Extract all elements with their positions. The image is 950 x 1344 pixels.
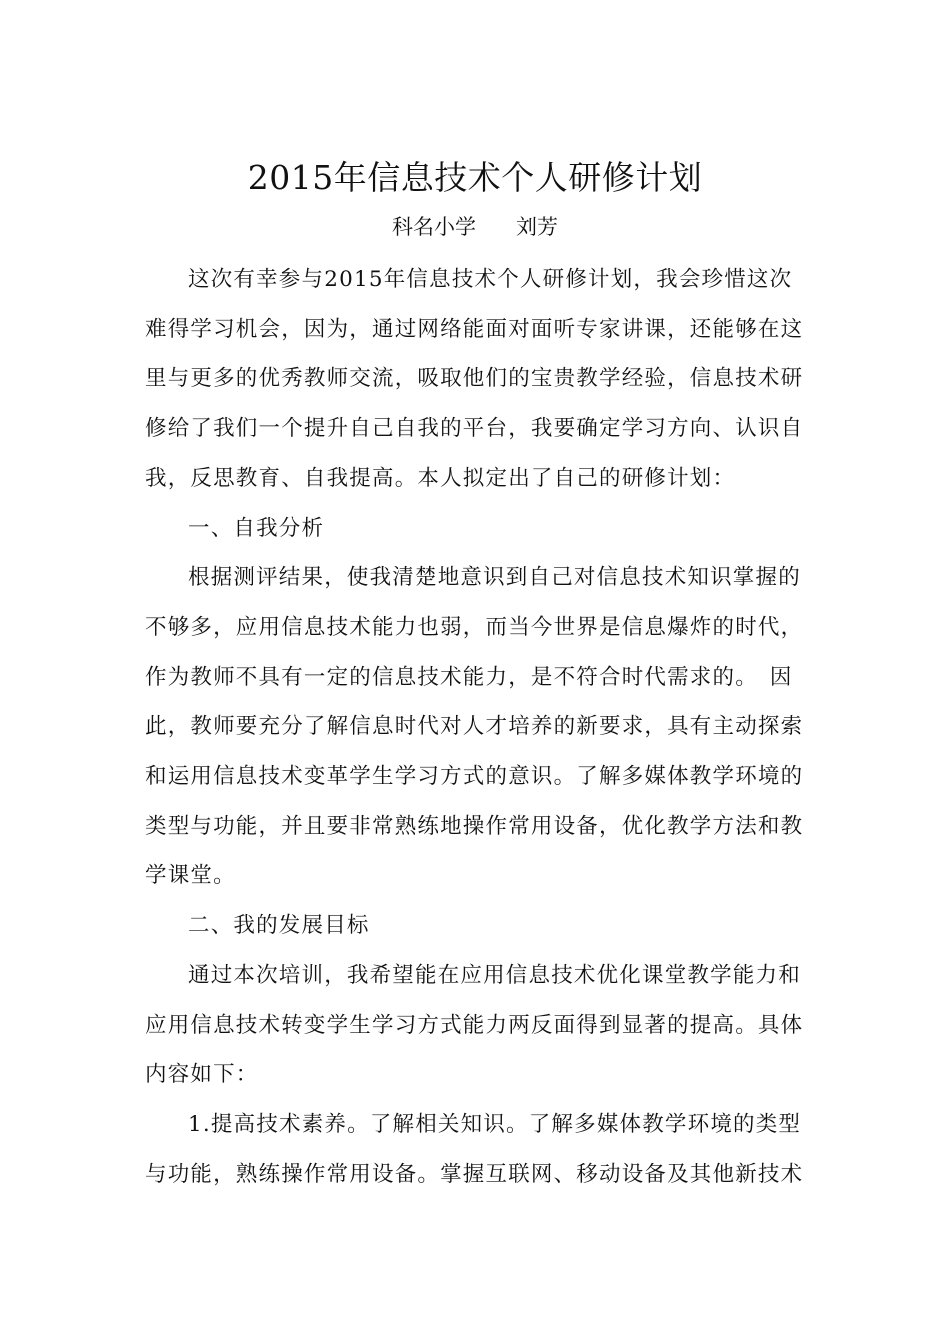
byline: [0, 210, 950, 244]
section-heading-goals: 二、我的发展目标: [188, 913, 370, 939]
paragraph-self-analysis: 根据测评结果，使我清楚地意识到自己对信息技术知识掌握的不够多，应用信息技术能力也弱，而当今世界是信息爆炸的时代，作为教师不具有一定的信息技术能力，是不符合时代需求的。 因此，教师要充分了解信息时代对人才培养的新要求，具有主动探索和运用信息技术变革学生学习方式的意识。了解多媒体教学环境的类型与功能，并且要非常熟练地操作常用设备，优化教学方法和教学课堂。: [145, 565, 804, 889]
author-name: 刘芳: [516, 215, 558, 239]
paragraph-goals: 通过本次培训，我希望能在应用信息技术优化课堂教学能力和应用信息技术转变学生学习方式能力两反面得到显著的提高。具体内容如下：: [145, 962, 804, 1088]
school-name: 科名小学: [392, 215, 476, 239]
section-heading-self-analysis: 一、自我分析: [188, 515, 325, 541]
paragraph-goal-item-1: 1.提高技术素养。了解相关知识。了解多媒体教学环境的类型与功能，熟练操作常用设备。掌握互联网、移动设备及其他新技术: [145, 1111, 804, 1187]
paragraph-intro: 这次有幸参与2015年信息技术个人研修计划，我会珍惜这次难得学习机会，因为，通过网络能面对面听专家讲课，还能够在这里与更多的优秀教师交流，吸取他们的宝贵教学经验，信息技术研修给了我们一个提升自己自我的平台，我要确定学习方向、认识自我，反思教育、自我提高。本人拟定出了自己的研修计划：: [145, 267, 804, 491]
document-title: 2015年信息技术个人研修计划: [247, 158, 703, 197]
document-body: [145, 255, 813, 1199]
